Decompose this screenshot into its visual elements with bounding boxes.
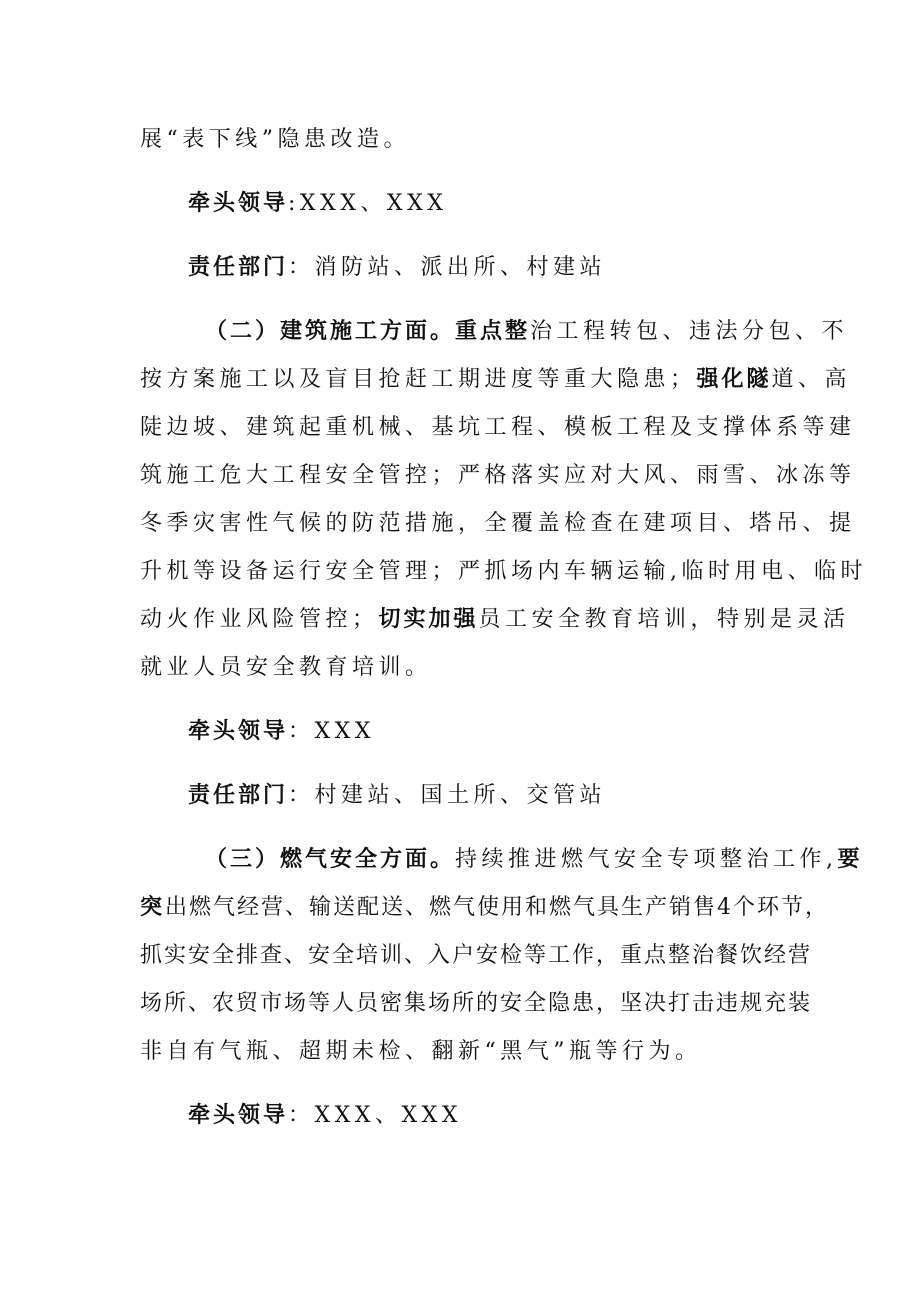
section-heading: （二）建筑施工方面。 bbox=[205, 319, 456, 344]
body-text: 出燃气经营、输送配送、燃气使用和燃气具生产销售4个环节， bbox=[165, 895, 830, 920]
section-2-line-2 bbox=[140, 364, 851, 396]
lead-leaders-value: ：XXX bbox=[288, 719, 376, 744]
section-3-line-1 bbox=[205, 844, 863, 876]
section-2-line-6 bbox=[140, 556, 867, 588]
emphasis-text: 要 bbox=[837, 847, 863, 872]
body-text: 道、高 bbox=[771, 367, 852, 392]
lead-leaders-line-1 bbox=[188, 188, 447, 220]
body-text: 陡边坡、建筑起重机械、基坑工程、模板工程及支撑体系等建 bbox=[140, 415, 856, 440]
responsible-dept-value: ：消防站、派出所、村建站 bbox=[288, 255, 607, 280]
body-text: 就业人员安全教育培训。 bbox=[140, 655, 432, 680]
lead-leaders-label: 牵头领导 bbox=[188, 1103, 289, 1128]
section-2-line-4 bbox=[140, 460, 856, 492]
emphasis-text: 突 bbox=[140, 895, 166, 920]
body-text: 升机等设备运行安全管理；严抓场内车辆运输,临时用电、临时 bbox=[140, 559, 867, 584]
responsible-dept-label: 责任部门 bbox=[188, 783, 289, 808]
body-text: 筑施工危大工程安全管控；严格落实应对大风、雨雪、冰冻等 bbox=[140, 463, 856, 488]
section-3-line-5 bbox=[140, 1036, 702, 1068]
lead-leaders-line-2 bbox=[188, 716, 375, 748]
section-3-line-2 bbox=[140, 892, 829, 924]
section-2-line-5 bbox=[140, 508, 856, 540]
body-text: 展“表下线”隐患改造。 bbox=[140, 127, 410, 152]
emphasis-text: 重点整 bbox=[455, 319, 531, 344]
responsible-dept-line-2 bbox=[188, 780, 606, 812]
section-2-line-3 bbox=[140, 412, 856, 444]
emphasis-text: 强化隧 bbox=[696, 367, 772, 392]
section-2-line-1 bbox=[205, 316, 848, 348]
responsible-dept-value: ：村建站、国土所、交管站 bbox=[288, 783, 607, 808]
lead-leaders-line-3 bbox=[188, 1100, 462, 1132]
body-text: 非自有气瓶、超期未检、翻新“黑气”瓶等行为。 bbox=[140, 1039, 702, 1064]
body-text: 员工安全教育培训，特别是灵活 bbox=[478, 607, 850, 632]
body-text: 持续推进燃气安全专项整治工作, bbox=[455, 847, 838, 872]
responsible-dept-line-1 bbox=[188, 252, 606, 284]
lead-leaders-value: ：XXX、XXX bbox=[288, 1103, 462, 1128]
body-text: 按方案施工以及盲目抢赶工期进度等重大隐患； bbox=[140, 367, 697, 392]
body-text: 冬季灾害性气候的防范措施，全覆盖检查在建项目、塔吊、提 bbox=[140, 511, 856, 536]
emphasis-text: 切实加强 bbox=[378, 607, 479, 632]
lead-leaders-label: 牵头领导 bbox=[188, 191, 289, 216]
section-2-line-8 bbox=[140, 652, 432, 684]
body-text: 动火作业风险管控； bbox=[140, 607, 379, 632]
section-heading: （三）燃气安全方面。 bbox=[205, 847, 456, 872]
responsible-dept-label: 责任部门 bbox=[188, 255, 289, 280]
section-3-line-3 bbox=[140, 940, 812, 972]
body-text: 治工程转包、违法分包、不 bbox=[530, 319, 849, 344]
paragraph-fragment bbox=[140, 124, 410, 156]
section-3-line-4 bbox=[140, 988, 812, 1020]
lead-leaders-value: :XXX、XXX bbox=[288, 191, 448, 216]
body-text: 抓实安全排查、安全培训、入户安检等工作，重点整治餐饮经营 bbox=[140, 943, 813, 968]
section-2-line-7 bbox=[140, 604, 850, 636]
lead-leaders-label: 牵头领导 bbox=[188, 719, 289, 744]
body-text: 场所、农贸市场等人员密集场所的安全隐患，坚决打击违规充装 bbox=[140, 991, 813, 1016]
